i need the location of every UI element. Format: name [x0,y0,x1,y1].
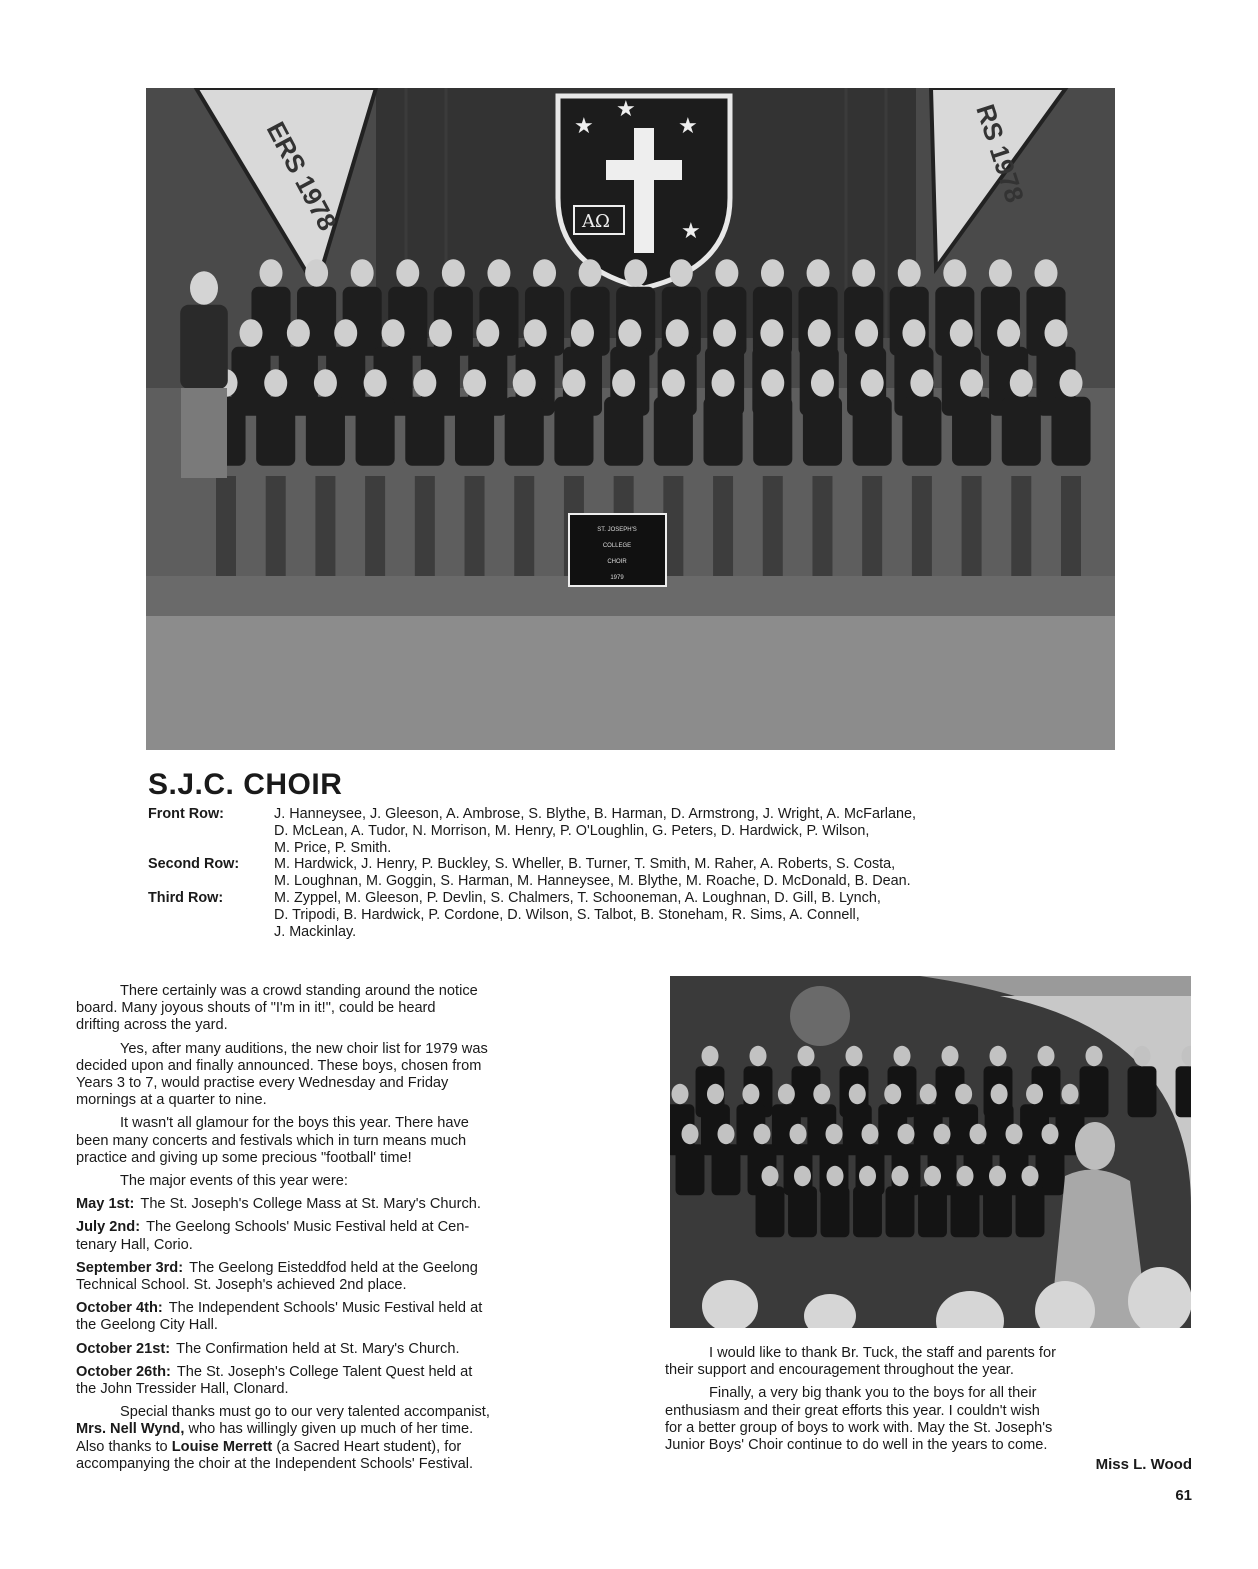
credit-row-second [148,856,1118,890]
event-item [76,1219,603,1253]
college-crest [558,96,730,288]
svg-text:CHOIR: CHOIR [607,559,627,565]
text-line: their support and encouragement throughout the year. [665,1362,1014,1379]
event-text: tenary Hall, Corio. [76,1236,193,1253]
thanks-paragraph [76,1404,603,1473]
credit-row-third [148,890,1118,940]
credit-line: J. Mackinlay. [274,923,357,940]
svg-text:RS 1978: RS 1978 [970,100,1031,207]
event-item [76,1196,603,1213]
credit-names [274,856,1118,890]
assistant-name: Louise Merrett [171,1438,273,1455]
svg-text:COLLEGE: COLLEGE [602,543,632,549]
text-line: There certainly was a crowd standing around the notice [120,983,478,999]
credit-row-front [148,806,1118,856]
text-fragment: (a Sacred Heart student), for [272,1438,462,1455]
text-line: enthusiasm and their great efforts this year. I couldn't wish [665,1402,1040,1419]
event-text: The St. Joseph's College Mass at St. Mary's Church. [140,1196,481,1213]
accompanist-name: Mrs. Nell Wynd, [76,1421,185,1438]
text-fragment: Also thanks to [76,1438,172,1455]
text-line: for a better group of boys to work with. May the St. Joseph's [665,1419,1053,1436]
credit-label: Second Row: [148,856,240,873]
svg-text:★: ★ [616,97,636,122]
article-paragraph [76,1173,603,1190]
event-text: the Geelong City Hall. [76,1317,218,1334]
event-date: October 4th: [76,1300,163,1317]
text-line: board. Many joyous shouts of "I'm in it!", could be heard [76,1000,436,1017]
text-line: Special thanks must go to our very talented accompanist, [120,1404,490,1421]
text-line: practice and giving up some precious "football' time! [76,1149,412,1166]
text-line: Yes, after many auditions, the new choir list for 1979 was [120,1040,488,1057]
svg-text:AΩ: AΩ [582,211,610,232]
credit-line: J. Hanneysee, J. Gleeson, A. Ambrose, S. Blythe, B. Harman, D. Armstrong, J. Wright, A. McFarlane, [274,806,916,822]
text-line: It wasn't all glamour for the boys this year. There have [120,1115,469,1132]
event-text: the John Tressider Hall, Clonard. [76,1381,289,1398]
article-paragraph [76,1041,603,1110]
event-text: The St. Joseph's College Talent Quest held at [176,1363,473,1380]
svg-text:ERS 1978: ERS 1978 [260,116,343,236]
page-title: S.J.C. CHOIR [148,768,343,801]
event-text: The Geelong Schools' Music Festival held at Cen- [146,1219,470,1236]
choir-group-photo-art [146,88,1115,750]
text-line: accompanying the choir at the Independent Schools' Festival. [76,1455,474,1472]
event-date: July 2nd: [76,1219,141,1236]
choir-performance-photo [670,976,1191,1328]
text-line: decided upon and finally announced. These boys, chosen from [76,1057,482,1074]
event-text: The Confirmation held at St. Mary's Church. [176,1340,460,1357]
event-item [76,1300,603,1334]
text-line [76,1421,603,1438]
text-line: I would like to thank Br. Tuck, the staff and parents for [709,1345,1056,1361]
text-line: been many concerts and festivals which in turn means much [76,1132,467,1149]
text-line: mornings at a quarter to nine. [76,1092,267,1109]
text-line: drifting across the yard. [76,1017,228,1034]
event-date: October 21st: [76,1340,171,1357]
event-item [76,1364,603,1398]
text-line: The major events of this year were: [120,1173,348,1190]
credit-line: M. Price, P. Smith. [274,839,392,856]
credit-line: M. Zyppel, M. Gleeson, P. Devlin, S. Chalmers, T. Schooneman, A. Loughnan, D. Gill, B. Lynch, [274,889,881,906]
text-line [76,1439,603,1456]
article-right-column [665,1345,1191,1460]
choir-placard [569,514,666,586]
event-item [76,1341,603,1358]
article-paragraph [76,1115,603,1167]
event-text: The Geelong Eisteddfod held at the Geelong [189,1259,478,1276]
svg-text:1979: 1979 [610,575,624,581]
event-date: October 26th: [76,1363,171,1380]
choir-performance-photo-art [670,976,1191,1328]
svg-text:★: ★ [574,114,594,139]
event-date: May 1st: [76,1196,135,1213]
credit-line: D. Tripodi, B. Hardwick, P. Cordone, D. Wilson, S. Talbot, B. Stoneham, R. Sims, A. Connell, [274,906,860,923]
svg-text:★: ★ [678,114,698,139]
text-fragment: who has willingly given up much of her time. [184,1421,474,1438]
article-paragraph [665,1385,1191,1454]
author-signature: Miss L. Wood [1095,1456,1192,1473]
credit-line: M. Loughnan, M. Goggin, S. Harman, M. Hanneysee, M. Blythe, M. Roache, D. McDonald, B. Dean. [274,873,911,890]
credit-line: M. Hardwick, J. Henry, P. Buckley, S. Wheller, B. Turner, T. Smith, M. Raher, A. Roberts, S. Costa, [274,856,896,873]
text-line: Junior Boys' Choir continue to do well in the years to come. [665,1437,1048,1454]
event-text: Technical School. St. Joseph's achieved 2nd place. [76,1277,407,1294]
credit-names [274,806,1118,856]
choir-credits [148,806,1118,940]
credit-label: Third Row: [148,889,224,906]
text-line: Finally, a very big thank you to the boys for all their [709,1385,1037,1402]
article-paragraph [76,983,603,1035]
text-line: Years 3 to 7, would practise every Wednesday and Friday [76,1075,449,1092]
credit-line: D. McLean, A. Tudor, N. Morrison, M. Henry, P. O'Loughlin, G. Peters, D. Hardwick, P. Wilson, [274,822,870,839]
event-text: The Independent Schools' Music Festival held at [168,1300,483,1317]
events-list [76,1196,603,1398]
page-number: 61 [1175,1487,1192,1504]
svg-text:ST. JOSEPH'S: ST. JOSEPH'S [597,527,637,533]
choir-group-photo [146,88,1115,750]
article-paragraph [665,1345,1191,1379]
svg-text:★: ★ [681,219,701,244]
event-item [76,1260,603,1294]
article-left-column [76,983,603,1479]
credit-label: Front Row: [148,806,224,822]
credit-names [274,890,1118,940]
event-date: September 3rd: [76,1259,184,1276]
